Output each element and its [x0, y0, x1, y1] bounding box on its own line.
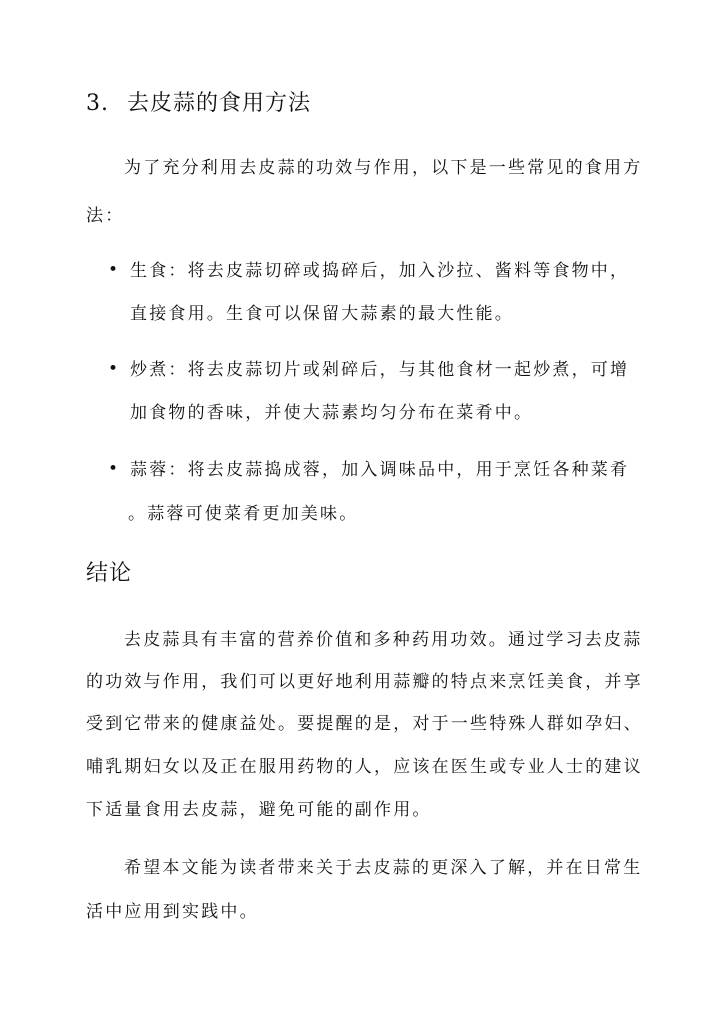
section-title: 去皮蒜的食用方法: [127, 91, 312, 116]
conclusion-p2-line-2: 活中应用到实践中。: [86, 902, 259, 922]
conclusion-p1-line-2: 的功效与作用，我们可以更好地利用蒜瓣的特点来烹饪美食，并享: [86, 672, 643, 692]
conclusion-p1-line-5: 下适量食用去皮蒜，避免可能的副作用。: [86, 800, 432, 820]
bullet-3-line-2: 。蒜蓉可使菜肴更加美味。: [128, 504, 359, 524]
conclusion-p2-line-1: 希望本文能为读者带来关于去皮蒜的更深入了解，并在日常生: [124, 858, 643, 878]
bullet-3-line-1: 蒜蓉：将去皮蒜捣成蓉，加入调味品中，用于烹饪各种菜肴: [130, 460, 630, 480]
conclusion-p1-line-4: 哺乳期妇女以及正在服用药物的人，应该在医生或专业人士的建议: [86, 757, 643, 777]
bullet-marker: •: [108, 359, 119, 379]
conclusion-heading: 结论: [86, 561, 133, 586]
intro-line-1: 为了充分利用去皮蒜的功效与作用，以下是一些常见的食用方: [124, 158, 643, 178]
conclusion-p1-line-3: 受到它带来的健康益处。要提醒的是，对于一些特殊人群如孕妇、: [86, 714, 643, 734]
bullet-2-line-2: 加食物的香味，并使大蒜素均匀分布在菜肴中。: [130, 403, 534, 423]
bullet-1-line-1: 生食：将去皮蒜切碎或捣碎后，加入沙拉、酱料等食物中，: [130, 261, 630, 281]
bullet-2-line-1: 炒煮：将去皮蒜切片或剁碎后，与其他食材一起炒煮，可增: [130, 360, 630, 380]
bullet-marker: •: [108, 260, 119, 280]
bullet-1-line-2: 直接食用。生食可以保留大蒜素的最大性能。: [130, 304, 514, 324]
intro-line-2: 法：: [86, 206, 125, 226]
section-heading: [86, 86, 311, 117]
bullet-marker: •: [108, 459, 119, 479]
section-number: 3.: [86, 91, 109, 116]
conclusion-p1-line-1: 去皮蒜具有丰富的营养价值和多种药用功效。通过学习去皮蒜: [124, 630, 643, 650]
